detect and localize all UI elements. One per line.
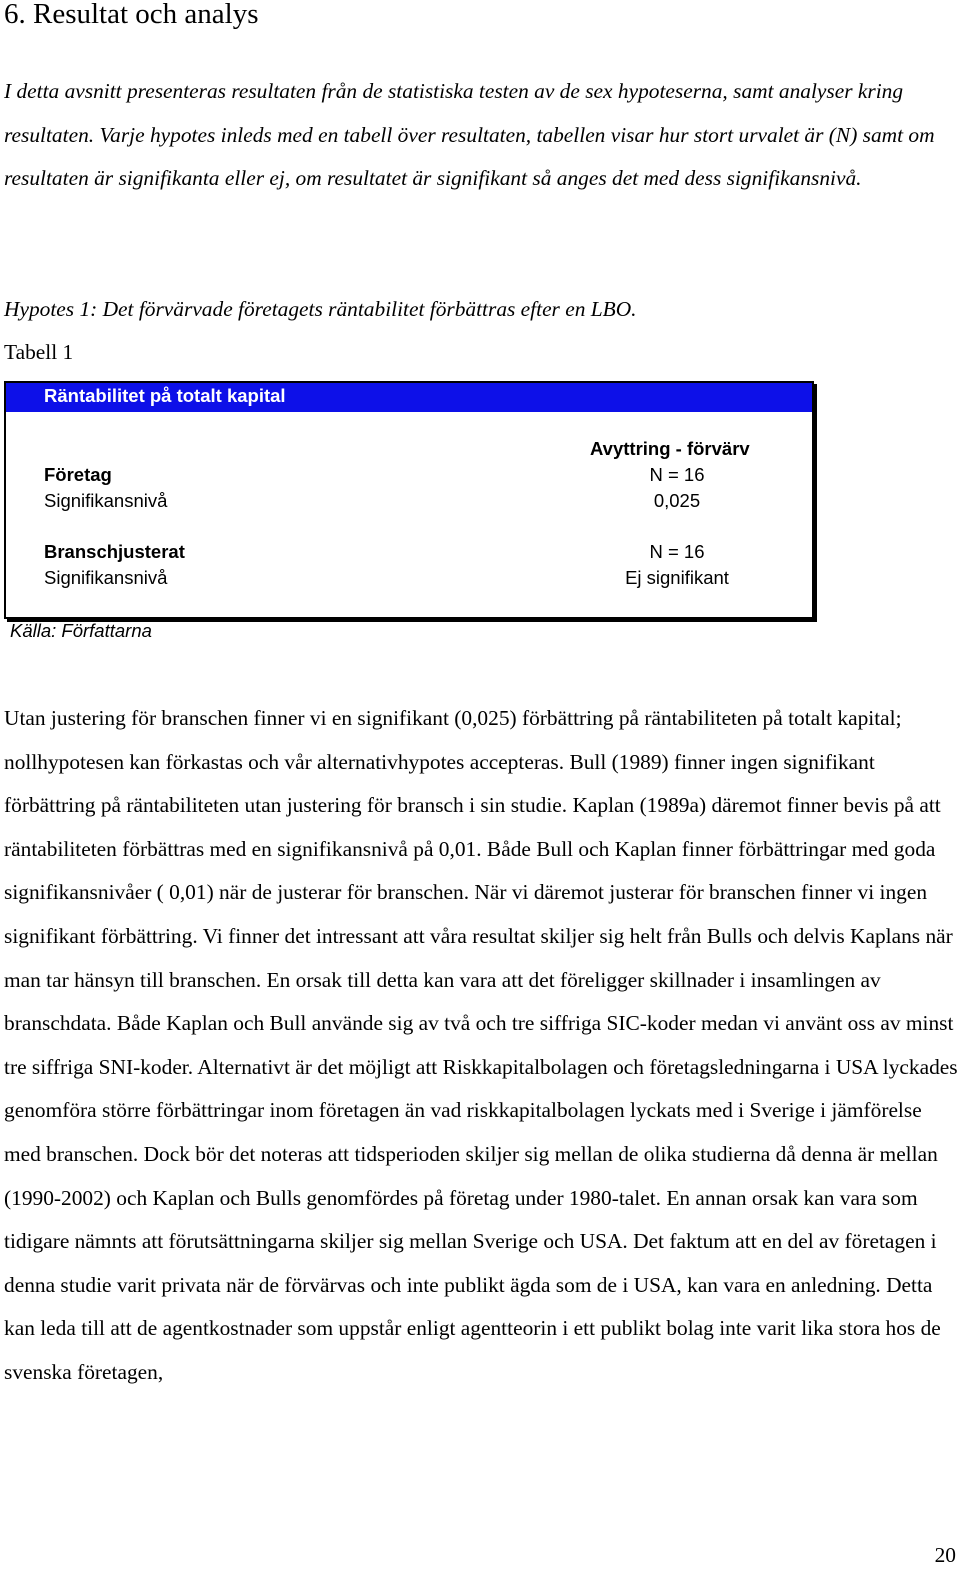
section-heading: 6. Resultat och analys xyxy=(4,0,259,30)
table-caption: Tabell 1 xyxy=(4,340,74,364)
row-label-foretag: Företag xyxy=(44,464,112,485)
row-value-signifikansniva: 0,025 xyxy=(653,490,701,511)
intro-paragraph: I detta avsnitt presenteras resultaten från de statistiska testen av de sex hypoteserna, samt analyser kring resultaten. Varje hypotes inleds med en tabell över resultaten, tabellen visar hur stort urvalet är (N) samt om resultaten är signifikanta eller ej, om resultatet är signifikant så anges det med dess signifikansnivå. xyxy=(4,79,935,191)
table-source: Källa: Författarna xyxy=(10,620,152,641)
hypothesis-statement: Hypotes 1: Det förvärvade företagets räntabilitet förbättras efter en LBO. xyxy=(4,297,637,321)
row-label-signifikansniva-justerad: Signifikansnivå xyxy=(44,567,168,588)
page-number: 20 xyxy=(934,1543,956,1567)
row-value-signifikansniva-justerad: Ej signifikant xyxy=(625,567,729,588)
column-header: Avyttring - förvärv xyxy=(590,438,750,459)
table-header-bar xyxy=(6,383,812,412)
table-title: Räntabilitet på totalt kapital xyxy=(44,385,286,406)
row-value-branschjusterat: N = 16 xyxy=(649,541,705,562)
row-label-branschjusterat: Branschjusterat xyxy=(44,541,185,562)
results-table xyxy=(4,381,814,619)
row-value-foretag: N = 16 xyxy=(649,464,705,485)
body-paragraph: Utan justering för branschen finner vi en signifikant (0,025) förbättring på räntabiliteten på totalt kapital; nollhypotesen kan förkastas och vår alternativhypotes accepteras. Bull (1989) finner ingen signifikant förbättring på räntabiliteten utan justering för bransch i sin studie. Kaplan (1989a) däremot finner bevis på att räntabiliteten förbättras med en signifikansnivå på 0,01. Både Bull och Kaplan finner förbättringar med goda signifikansnivåer ( 0,01) när de justerar för branschen. När vi däremot justerar för branschen finner vi ingen signifikant förbättring. Vi finner det intressant att våra resultat skiljer sig helt från Bulls och delvis Kaplans när man tar hänsyn till branschen. En orsak till detta kan vara att det föreligger skillnader i insamlingen av branschdata. Både Kaplan och Bull använde sig av två och tre siffriga SIC-koder medan vi använt oss av minst tre siffriga SNI-koder. Alternativt är det möjligt att Riskkapitalbolagen och företagsledningarna i USA lyckades genomföra större förbättringar inom företagen än vad riskkapitalbolagen lyckats med i Sverige i jämförelse med branschen. Dock bör det noteras att tidsperioden skiljer sig mellan de olika studierna då denna är mellan (1990-2002) och Kaplan och Bulls genomfördes på företag under 1980-talet. En annan orsak kan vara som tidigare nämnts att förutsättningarna skiljer sig mellan Sverige och USA. Det faktum att en del av företagen i denna studie varit privata när de förvärvas och inte publikt ägda som de i USA, kan vara en anledning. Detta kan leda till att de agentkostnader som uppstår enligt agentteorin i ett publikt bolag inte varit lika stora hos de svenska företagen, xyxy=(4,706,958,1384)
row-label-signifikansniva: Signifikansnivå xyxy=(44,490,168,511)
